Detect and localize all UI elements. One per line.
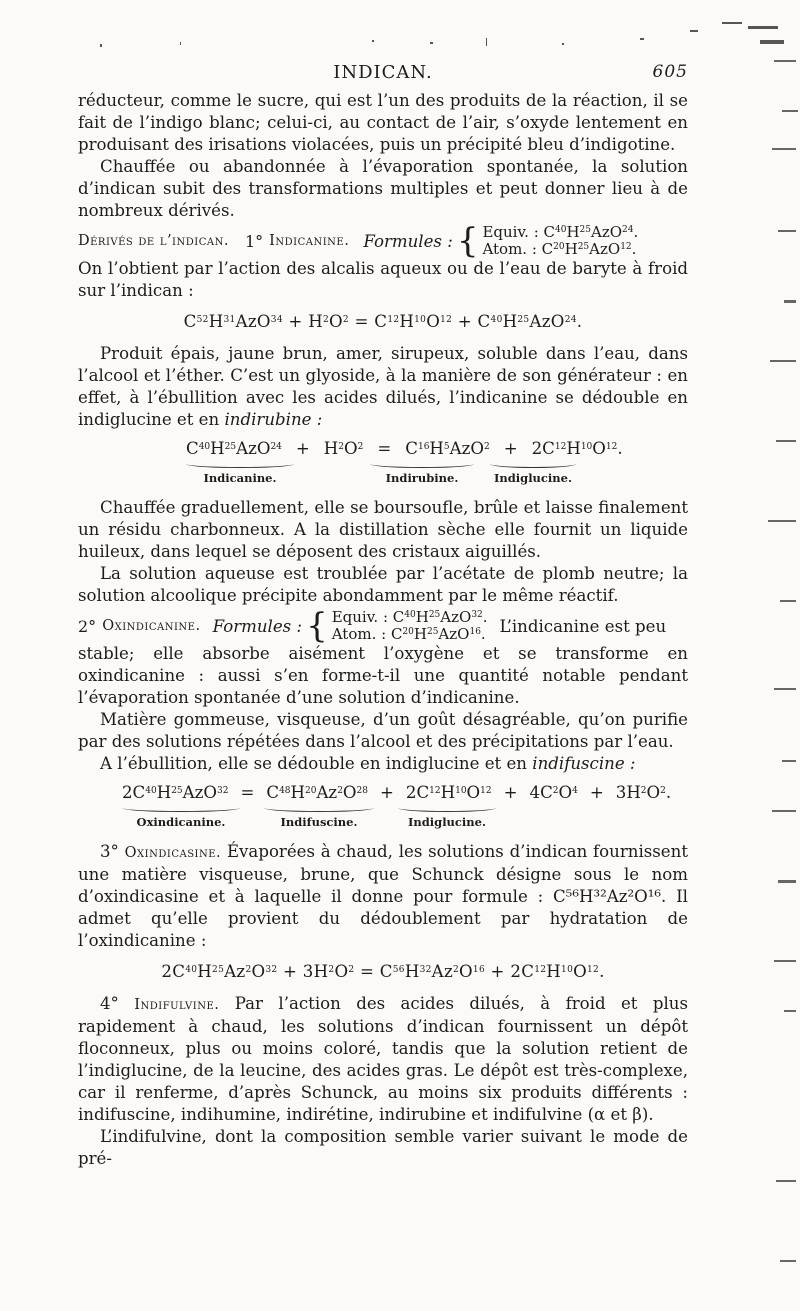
description-text: Produit épais, jaune brun, amer, sirupeux, soluble dans l’eau, dans l’alcool et l’éther. C’est un glyoside, à la manière de son générateur : en effet, à l’ébullition avec les acides dilués, l’indicanine se dédouble en indiglucine et en (78, 344, 688, 429)
section-4-name: Indifulvine. (134, 997, 220, 1013)
section-1-heading (78, 221, 688, 261)
brace-icon: { (306, 606, 328, 646)
formula-block: Equiv. : $C^{40}H^{25}AzO^{24}$. Atom. : $C^{20}H^{25}AzO^{12}$. (482, 223, 639, 258)
ebullition-text: A l’ébullition, elle se dédouble en indiglucine et en (100, 754, 527, 773)
section-2-text: stable; elle absorbe aisément l’oxygène et se transforme en oxindicanine : aussi s’en forme-t-il une quantité notable pendant l’évaporation spontanée d’une solution d’indicanine. (78, 644, 688, 707)
equation-label: Indifuscine. (280, 815, 358, 829)
equation-label: Indicanine. (203, 471, 277, 485)
section-3-number: 3° (100, 842, 119, 861)
section-2-name: Oxindicanine. (102, 618, 201, 634)
equation-4: $2C^{40}H^{25}Az^2O^{32} + 3H^2O^2 = C^{56}H^{32}Az^2O^{16} + 2C^{12}H^{10}O^{12}$. (161, 962, 605, 981)
document-page (78, 62, 688, 1170)
formules-label: Formules : (363, 231, 453, 251)
paragraph-1: réducteur, comme le sucre, qui est l’un des produits de la réaction, il se fait de l’indigo blanc; celui-ci, au contact de l’air, s’oxyde lentement en produisant des irisations violacées, puis un précipité bleu d’indigotine. (78, 91, 688, 154)
section-heading: Dérivés de l’indican. (78, 233, 229, 249)
section-1-description (78, 343, 688, 431)
equiv-label: Equiv. : (482, 223, 539, 241)
equation-3: $2C^{40}H^{25}AzO^{32}$ = $C^{48}H^{20}Az^2O^{28}$ + $2C^{12}H^{10}O^{12}$ + $4C^2O^4$ + $3H^2O^2$. Oxindicanine. Indifuscine. Indiglucine. (122, 783, 672, 829)
section-3-name: Oxindicasine. (124, 845, 222, 861)
section-4 (78, 993, 688, 1126)
equation-2: $C^{40}H^{25}AzO^{24}$ + $H^2O^2$ = $C^{16}H^5AzO^2$ + $2C^{12}H^{10}O^{12}$. Indicanine. Indirubine. Indiglucine. (186, 439, 623, 485)
brace-icon: { (456, 221, 479, 261)
formules-label: Formules : (212, 616, 303, 636)
atom-label: Atom. : (482, 240, 537, 258)
section-2-description: Matière gommeuse, visqueuse, d’un goût désagréable, qu’on purifie par des solutions répétées dans l’alcool et des précipitations par l’eau. (78, 710, 688, 751)
section-1-heating: Chauffée graduellement, elle se boursoufle, brûle et laisse finalement un résidu charbonneux. A la distillation sèche elle fournit un liquide huileux, dans lequel se déposent des cristaux aiguillés. (78, 498, 688, 561)
formula-block: Equiv. : $C^{40}H^{25}AzO^{32}$. Atom. : $C^{20}H^{25}AzO^{16}$. (331, 608, 488, 643)
paragraph-2: Chauffée ou abandonnée à l’évaporation spontanée, la solution d’indican subit des transformations multiples et peut donner lieu à de nombreux dérivés. (78, 157, 688, 220)
section-2-number: 2° (78, 616, 97, 636)
section-1-name: Indicanine. (269, 233, 350, 249)
section-4-number: 4° (100, 994, 119, 1013)
section-3-text: Évaporées à chaud, les solutions d’indican fournissent une matière visqueuse, brune, que Schunck désigne sous le nom d’oxindicasine et à laquelle il donne pour formule : C⁵⁶H³²Az²O¹⁶. Il admet qu’elle provient du dédoublement par hydratation de l’oxindicanine : (78, 842, 688, 950)
equation-label: Indiglucine. (494, 471, 572, 485)
equiv-label: Equiv. : (331, 608, 389, 626)
atom-label: Atom. : (331, 625, 387, 643)
scan-noise-margin (754, 0, 800, 1311)
equation-label: Indiglucine. (408, 815, 486, 829)
scan-noise-top (0, 0, 800, 50)
section-1-text: On l’obtient par l’action des alcalis aqueux ou de l’eau de baryte à froid sur l’indican : (78, 259, 688, 300)
page-title: INDICAN. (333, 62, 433, 83)
equation-label: Indirubine. (385, 471, 459, 485)
section-2-heading (78, 606, 688, 646)
section-1-lead: La solution aqueuse est troublée par l’acétate de plomb neutre; la solution alcoolique précipite abondamment par le même réactif. (78, 564, 688, 605)
equation-1: $C^{52}H^{31}AzO^{34} + H^2O^2 = C^{12}H^{10}O^{12} + C^{40}H^{25}AzO^{24}$. (183, 312, 583, 331)
equation-label: Oxindicanine. (136, 815, 226, 829)
indirubine-term: indirubine : (224, 410, 323, 429)
section-2-after: L’indicanine est peu (499, 616, 667, 636)
section-1-number: 1° (244, 231, 264, 251)
running-header (78, 62, 688, 90)
section-3 (78, 841, 688, 952)
page-number: 605 (652, 62, 688, 82)
section-2-ebullition (78, 753, 688, 775)
indifuscine-term: indifuscine : (532, 754, 636, 773)
section-4-text: Par l’action des acides dilués, à froid et plus rapidement à chaud, les solutions d’indican fournissent un dépôt floconneux, plus ou moins coloré, tandis que la solution retient de l’indiglucine, de la leucine, des acides gras. Le dépôt est très-complexe, car il renferme, d’après Schunck, au moins six produits différents : indifuscine, indihumine, indirétine, indirubine et indifulvine (α et β). (78, 994, 688, 1124)
section-4-last: L’indifulvine, dont la composition semble varier suivant le mode de pré- (78, 1127, 688, 1168)
